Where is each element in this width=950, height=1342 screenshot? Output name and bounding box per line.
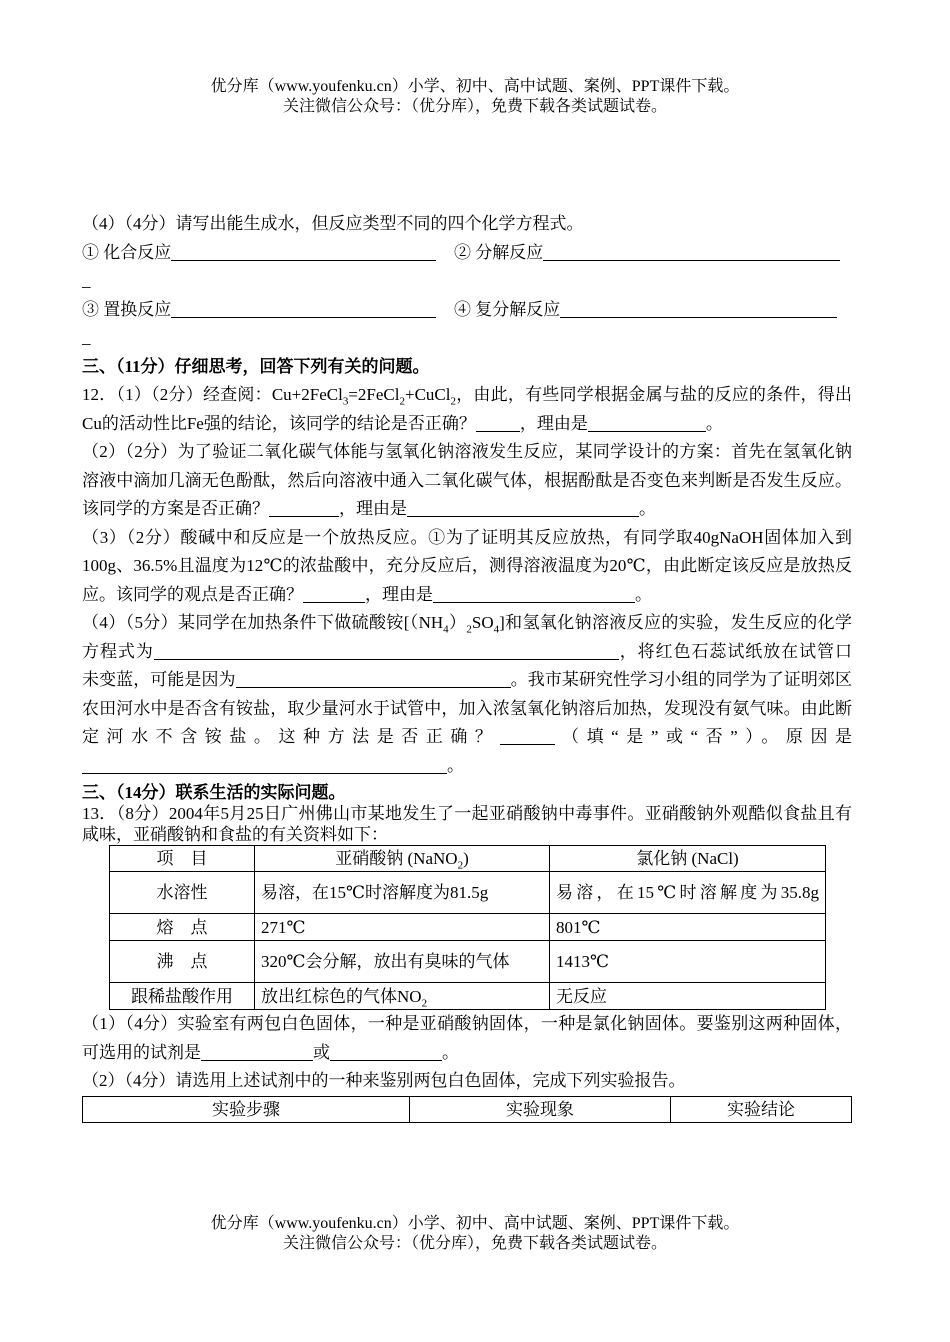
footer-line-2: 关注微信公众号：（优分库），免费下载各类试题试卷。 xyxy=(282,1235,667,1252)
answer-blank-q12-2-reason-cont[interactable] xyxy=(617,498,639,517)
q13-part-1: （1）（4分）实验室有两包白色固体，一种是亚硝酸钠固体，一种是氯化钠固体。要鉴别这两种固体，可选用的试剂是 或 。 xyxy=(82,1014,852,1062)
answer-blank-q12-3-judgement[interactable] xyxy=(303,584,365,603)
q12-part-3: （3）（2分）酸碱中和反应是一个放热反应。①为了证明其反应放热，有同学取40gNaOH固体加入到100g、36.5%且温度为12℃的浓盐酸中，充分反应后，测得溶液温度为20℃，由此断定该反应是放热反应。该同学的观点是否正确？ ，理由是 。 xyxy=(82,527,852,604)
page-header xyxy=(0,77,950,117)
property-table xyxy=(109,845,826,1010)
page-footer xyxy=(0,1214,950,1254)
q12-part-2: （2）（2分）为了验证二氧化碳气体能与氢氧化钠溶液发生反应，某同学设计的方案：首先在氢氧化钠溶液中滴加几滴无色酚酞，然后向溶液中通入二氧化碳气体，根据酚酞是否变色来判断是否发生反应。该同学的方案是否正确？ ，理由是 。 xyxy=(82,442,852,518)
table-header-nano2: 亚硝酸钠 (NaNO$_2$) xyxy=(255,846,550,872)
report-header-conclusion: 实验结论 xyxy=(671,1096,852,1122)
report-table-header xyxy=(83,1096,852,1122)
report-header-phenomena: 实验现象 xyxy=(410,1096,671,1122)
table-cell-item: 水溶性 xyxy=(110,872,255,914)
table-cell-nano2: 320℃会分解，放出有臭味的气体 xyxy=(255,941,550,983)
answer-blank-q12-3-reason-cont[interactable] xyxy=(613,584,635,603)
table-cell-nacl: 无反应 xyxy=(550,983,826,1010)
table-cell-nacl: 801℃ xyxy=(550,914,826,941)
header-line-2: 关注微信公众号：（优分库），免费下载各类试题试卷。 xyxy=(282,98,667,115)
answer-blank-q12-4-equation[interactable] xyxy=(154,641,619,660)
table-cell-nacl: 易溶，在15℃时溶解度为35.8g xyxy=(550,872,826,914)
header-line-1: 优分库（www.youfenku.cn）小学、初中、高中试题、案例、PPT课件下载。 xyxy=(210,78,740,95)
table-cell-item: 熔 点 xyxy=(110,914,255,941)
table-row xyxy=(110,914,826,941)
answer-blank-double-displacement[interactable] xyxy=(560,299,837,318)
answer-blank-q12-2-judgement[interactable] xyxy=(269,498,339,517)
q11-4-stem: （4）（4分）请写出能生成水，但反应类型不同的四个化学方程式。 xyxy=(82,214,584,233)
answer-blank-q12-1-reason[interactable] xyxy=(588,413,654,432)
reaction-label-decomposition: ② 分解反应 xyxy=(454,242,544,262)
table-cell-nano2: 271℃ xyxy=(255,914,550,941)
q11-4-row-2 xyxy=(82,296,852,325)
answer-blank-q12-4-yes-no[interactable] xyxy=(500,726,555,745)
q12-part-1: 12．（1）（2分）经查阅：Cu+2FeCl$_3$=2FeCl$_2$+CuCl$_2$，由此，有些同学根据金属与盐的反应的条件，得出Cu的活动性比Fe强的结论，该同学的结论是否正确？ ，理由是 。 xyxy=(82,385,852,433)
reaction-label-displacement: ③ 置换反应 xyxy=(82,299,172,319)
answer-blank-q12-4-cause[interactable] xyxy=(236,669,511,688)
table-cell-nano2: 易溶，在15℃时溶解度为81.5g xyxy=(255,872,550,914)
table-row xyxy=(110,983,826,1010)
table-cell-nano2: 放出红棕色的气体$NO_2$ xyxy=(255,983,550,1010)
reaction-label-double-displacement: ④ 复分解反应 xyxy=(454,299,561,319)
property-table-header xyxy=(110,846,826,872)
table-cell-item: 沸 点 xyxy=(110,941,255,983)
q13-intro: 13．（8分）2004年5月25日广州佛山市某地发生了一起亚硝酸钠中毒事件。亚硝酸钠外观酷似食盐且有咸味，亚硝酸钠和食盐的有关资料如下： xyxy=(82,804,852,844)
q13-part-2: （2）（4分）请选用上述试剂中的一种来鉴别两包白色固体，完成下列实验报告。 xyxy=(82,1071,686,1090)
page-content xyxy=(82,210,852,1123)
table-cell-nacl: 1413℃ xyxy=(550,941,826,983)
q11-4-overflow-2: _ xyxy=(82,328,91,347)
section-3-title: 三、（11分）仔细思考，回答下列有关的问题。 xyxy=(82,356,430,376)
footer-line-1: 优分库（www.youfenku.cn）小学、初中、高中试题、案例、PPT课件下载。 xyxy=(210,1215,740,1232)
answer-blank-q12-4-reason[interactable] xyxy=(82,755,447,774)
table-header-item: 项 目 xyxy=(110,846,255,872)
answer-blank-displacement[interactable] xyxy=(171,299,436,318)
answer-blank-combination[interactable] xyxy=(171,242,436,261)
q11-4-row-1 xyxy=(82,239,852,268)
answer-blank-q12-1-judgement[interactable] xyxy=(476,413,520,432)
table-header-nacl: 氯化钠 (NaCl) xyxy=(550,846,826,872)
answer-blank-q12-3-reason[interactable] xyxy=(433,584,613,603)
q12-part-4: （4）（5分）某同学在加热条件下做硫酸铵$[(NH_4)_2SO_4]$和氢氧化钠溶液反应的实验，发生反应的化学方程式为 ，将红色石蕊试纸放在试管口未变蓝，可能是因为 。我市某研究性学习小组的同学为了证明郊区农田河水中是否含有铵盐，取少量河水于试管中，加入浓氢氧化钠溶后加热，发现没有氨气味。由此断定河水不含铵盐。这种方法是否正确？ （填“是”或“否”）。原因是。 xyxy=(82,613,853,775)
answer-blank-reagent-2[interactable] xyxy=(330,1042,442,1061)
answer-blank-q12-2-reason[interactable] xyxy=(407,498,617,517)
section-3b-title: 三、（14分）联系生活的实际问题。 xyxy=(82,783,346,802)
q11-4-overflow-1: _ xyxy=(82,271,91,290)
answer-blank-q12-1-reason-cont[interactable] xyxy=(654,413,706,432)
reaction-label-combination: ① 化合反应 xyxy=(82,242,172,262)
answer-blank-reagent-1[interactable] xyxy=(201,1042,313,1061)
answer-blank-decomposition[interactable] xyxy=(543,242,840,261)
table-row xyxy=(110,872,826,914)
table-row xyxy=(110,941,826,983)
report-header-steps: 实验步骤 xyxy=(83,1096,410,1122)
report-table xyxy=(82,1096,852,1123)
table-cell-item: 跟稀盐酸作用 xyxy=(110,983,255,1010)
